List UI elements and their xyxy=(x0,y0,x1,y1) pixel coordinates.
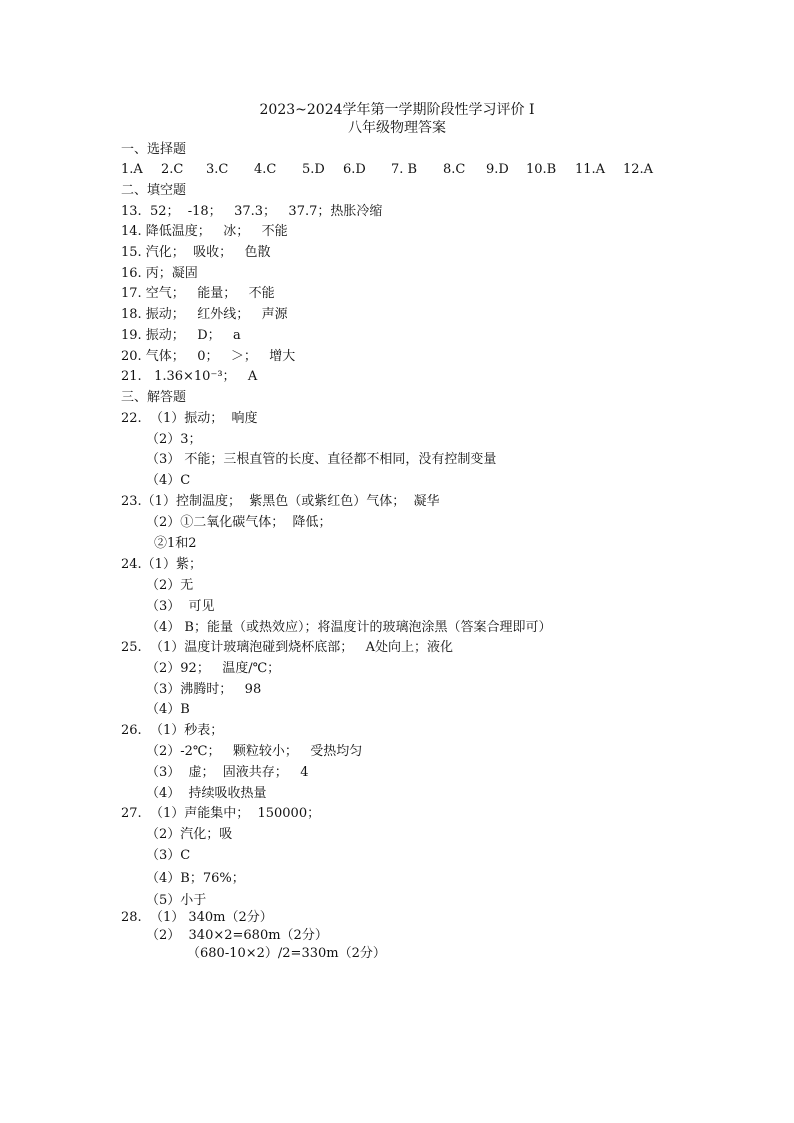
answer-line: 19. 振动； D； a xyxy=(121,328,241,343)
choice-answer: 5.D xyxy=(302,162,325,177)
document-title: 2023~2024学年第一学期阶段性学习评价 Ⅰ xyxy=(259,102,535,118)
answer-line: （3）沸腾时； 98 xyxy=(146,682,262,697)
answer-line: （680-10×2）/2=330m（2分） xyxy=(187,946,386,961)
answer-line: （2）-2℃； 颗粒较小； 受热均匀 xyxy=(146,744,363,759)
answer-line: 27. （1）声能集中； 150000； xyxy=(121,806,321,821)
answer-line: （4） B；能量（或热效应）；将温度计的玻璃泡涂黑（答案合理即可） xyxy=(146,620,552,635)
answer-line: （2）①二氧化碳气体； 降低； xyxy=(146,515,332,530)
answer-line: （4）B；76%； xyxy=(146,871,245,886)
answer-line: （2）3； xyxy=(146,432,202,447)
answer-line: 20. 气体； 0； ＞； 增大 xyxy=(121,349,296,364)
choice-answer: 4.C xyxy=(254,162,277,177)
answer-line: 22. （1）振动； 响度 xyxy=(121,411,258,426)
choice-answer: 10.B xyxy=(526,162,557,177)
answer-line: ②1和2 xyxy=(154,536,197,551)
choice-answer: 3.C xyxy=(206,162,229,177)
title-block xyxy=(0,101,794,137)
answer-line: 17. 空气； 能量； 不能 xyxy=(121,286,275,301)
answer-line: （4） 持续吸收热量 xyxy=(146,786,267,801)
section-heading-fill: 二、填空题 xyxy=(121,183,187,198)
answer-line: 13. 52； -18； 37.3； 37.7；热胀冷缩 xyxy=(121,204,383,219)
choice-answer: 11.A xyxy=(575,162,606,177)
answer-line: （3） 可见 xyxy=(146,599,215,614)
choice-answer: 6.D xyxy=(343,162,366,177)
answer-line: 25. （1）温度计玻璃泡碰到烧杯底部； A处向上；液化 xyxy=(121,640,453,655)
section-heading-choice: 一、选择题 xyxy=(121,142,187,157)
answer-line: （2）92； 温度/℃； xyxy=(146,661,281,676)
answer-line: 26. （1）秒表； xyxy=(121,723,224,738)
choice-answer: 7. B xyxy=(391,162,418,177)
answer-line: （2） 340×2=680m（2分） xyxy=(146,928,328,943)
choice-answer: 9.D xyxy=(486,162,509,177)
choice-answer: 12.A xyxy=(623,162,654,177)
answer-line: （5）小于 xyxy=(146,893,207,908)
section-heading-solve: 三、解答题 xyxy=(121,390,187,405)
answer-line: 23.（1）控制温度； 紫黑色（或紫红色）气体； 凝华 xyxy=(121,494,440,509)
choice-answers-row xyxy=(121,162,661,178)
answer-line: （3）C xyxy=(146,848,191,863)
choice-answer: 8.C xyxy=(443,162,466,177)
choice-answer: 1.A xyxy=(121,162,143,177)
answer-line: 15. 汽化； 吸收； 色散 xyxy=(121,245,271,260)
answer-line: 24.（1）紫； xyxy=(121,557,202,572)
answer-line: 28. （1） 340m（2分） xyxy=(121,910,273,925)
answer-line: 21. 1.36×10⁻³； A xyxy=(121,369,258,384)
document-subtitle: 八年级物理答案 xyxy=(348,120,446,136)
answer-line: （3） 虚； 固液共存； 4 xyxy=(146,765,309,780)
answer-line: 14. 降低温度； 冰； 不能 xyxy=(121,224,288,239)
answer-line: （4）B xyxy=(146,702,190,717)
answer-line: （3） 不能；三根直管的长度、直径都不相同，没有控制变量 xyxy=(146,452,497,467)
answer-line: （2）汽化；吸 xyxy=(146,827,233,842)
answer-line: 16. 丙；凝固 xyxy=(121,266,198,281)
answer-line: （4）C xyxy=(146,473,191,488)
answer-line: （2）无 xyxy=(146,578,194,593)
choice-answer: 2.C xyxy=(161,162,184,177)
answer-line: 18. 振动； 红外线； 声源 xyxy=(121,307,288,322)
